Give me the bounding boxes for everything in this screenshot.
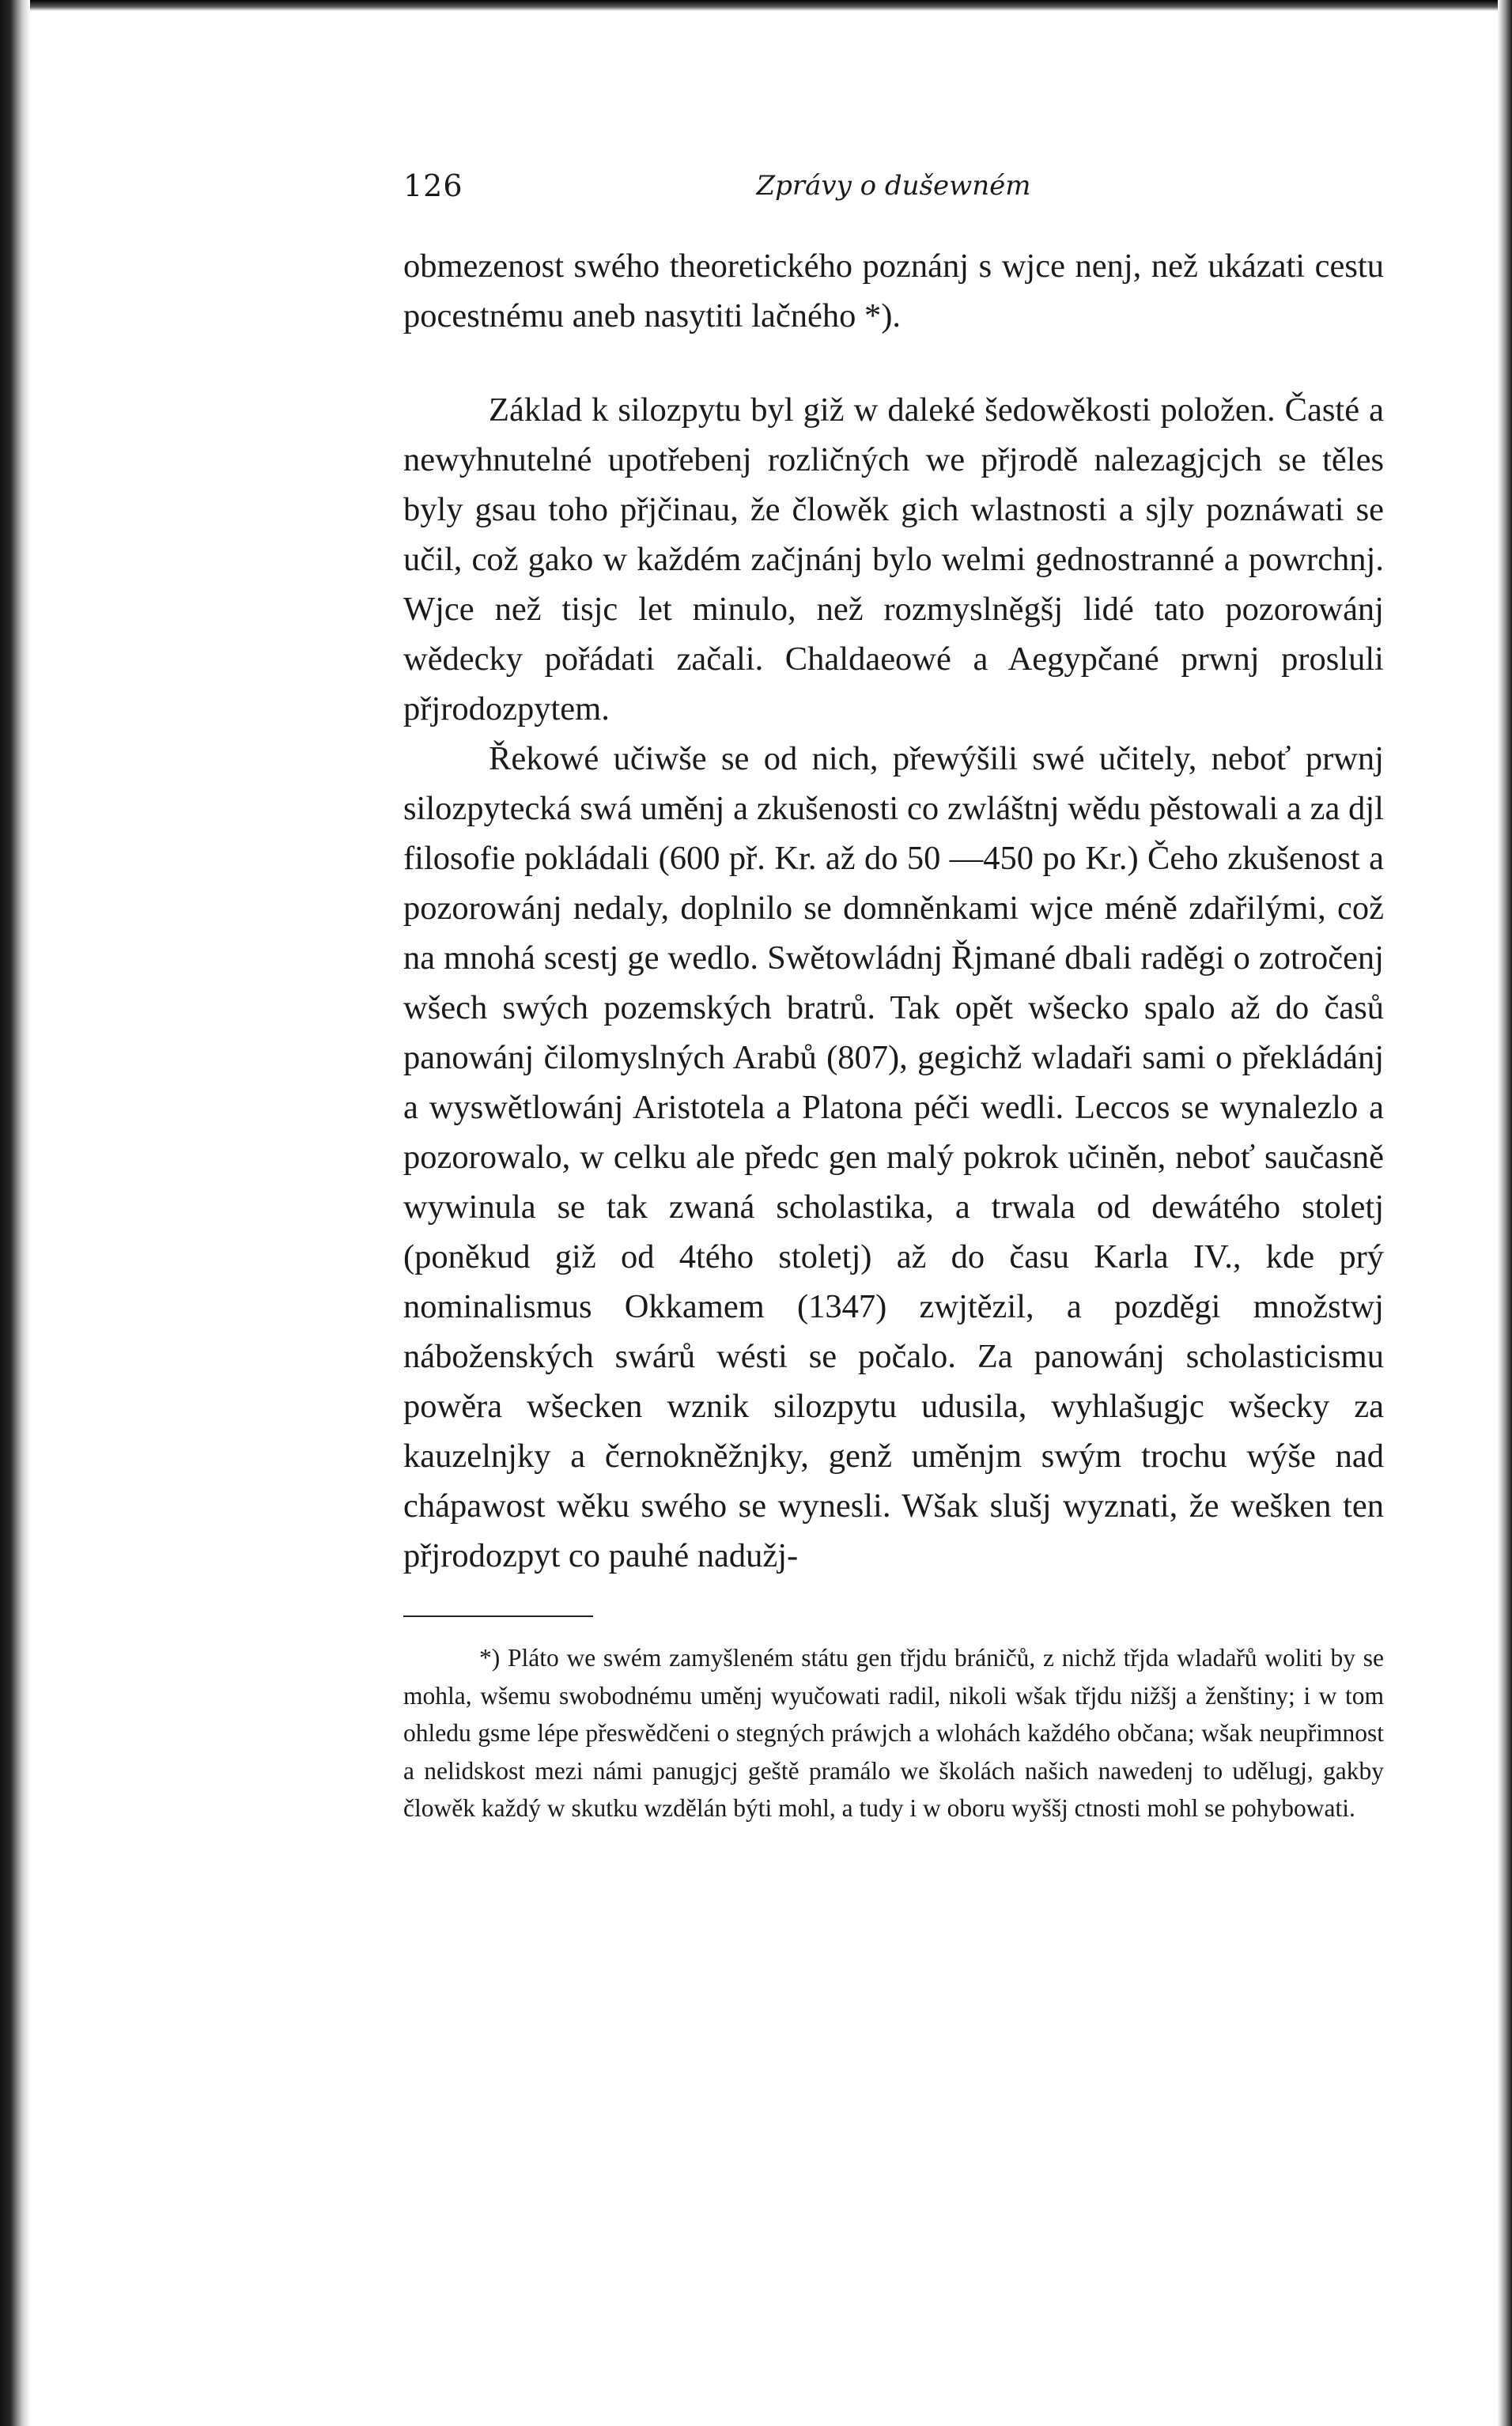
paragraph-greeks: Řekowé učiwše se od nich, přewýšili swé učitely, neboť prwnj silozpytecká swá uměnj a zkušenosti co zwláštnj wědu pěstowali a za djl filosofie pokládali (600 př. Kr. až do 50 —450 po Kr.) Čeho zkušenost a pozorowánj nedaly, doplnilo se domněnkami wjce méně zdařilými, což na mnohá scestj ge wedlo. Swětowládnj Řjmané dbali raděgi o zotročenj wšech swých pozemských bratrů. Tak opět wšecko spalo až do časů panowánj čilomyslných Arabů (807), gegichž wladaři sami o překládánj a wyswětlowánj Aristotela a Platona péči wedli. Leccos se wynalezlo a pozorowalo, w celku ale předc gen malý pokrok učiněn, neboť saučasně wywinula se tak zwaná scholastika, a trwala od dewátého stoletj (poněkud giž od 4tého stoletj) až do času Karla IV., kde prý nominalismus Okkamem (1347) zwjtězil, a pozděgi množstwj náboženských swárů wésti se počalo. Za panowánj scholasticismu powěra wšecken wznik silozpytu udusila, wyhlašugjc wšecky za kauzelnjky a černokněžnjky, genž uměnjm swým trochu wýše nad chápawost wěku swého se wynesli. Wšak slušj wyznati, že wešken ten přjrodozpyt co pauhé nadužj- bbox=[403, 740, 1384, 1574]
page-header bbox=[403, 162, 1384, 210]
book-page bbox=[403, 162, 1384, 1827]
footnote-rule bbox=[403, 1615, 593, 1617]
scan-top-edge bbox=[0, 0, 1512, 11]
paragraph-continuation: obmezenost swého theoretického poznánj s wjce nenj, než ukázati cestu pocestnému aneb nasytiti lačného *). bbox=[403, 248, 1384, 334]
paragraph-silozpyt-origins: Základ k silozpytu byl giž w daleké šedowěkosti položen. Časté a newyhnutelné upotřebenj rozličných we přjrodě nalezagjcjch se těles byly gsau toho přjčinau, že člowěk gich wlastnosti a sjly poznáwati se učil, což gako w každém začjnánj bylo welmi gednostranné a powrchnj. Wjce než tisjc let minulo, než rozmyslněgšj lidé tato pozorowánj wědecky pořádati začali. Chaldaeowé a Aegypčané prwnj prosluli přjrodozpytem. bbox=[403, 391, 1384, 727]
footnote: *) Pláto we swém zamyšleném státu gen třjdu bráničů, z nichž třjda wladařů woliti by se mohla, wšemu swobodnému uměnj wyučowati radil, nikoli wšak třjdu nižšj a ženštiny; i w tom ohledu gsme lépe přeswědčeni o stegných práwjch a wlohách každého občana; wšak neupřimnost a nelidskost mezi námi panugjcj geště pramálo we školách našich nawedenj to udělugj, gakby člowěk každý w skutku wzdělán býti mohl, a tudy i w oboru wyššj ctnosti mohl se pohybowati. bbox=[403, 1644, 1384, 1822]
scan-left-edge bbox=[0, 0, 30, 2426]
scan-right-edge bbox=[1498, 0, 1512, 2426]
body-text bbox=[403, 241, 1384, 1581]
page-number: 126 bbox=[403, 168, 463, 203]
running-head: Zprávy o dušewném bbox=[756, 170, 1031, 202]
